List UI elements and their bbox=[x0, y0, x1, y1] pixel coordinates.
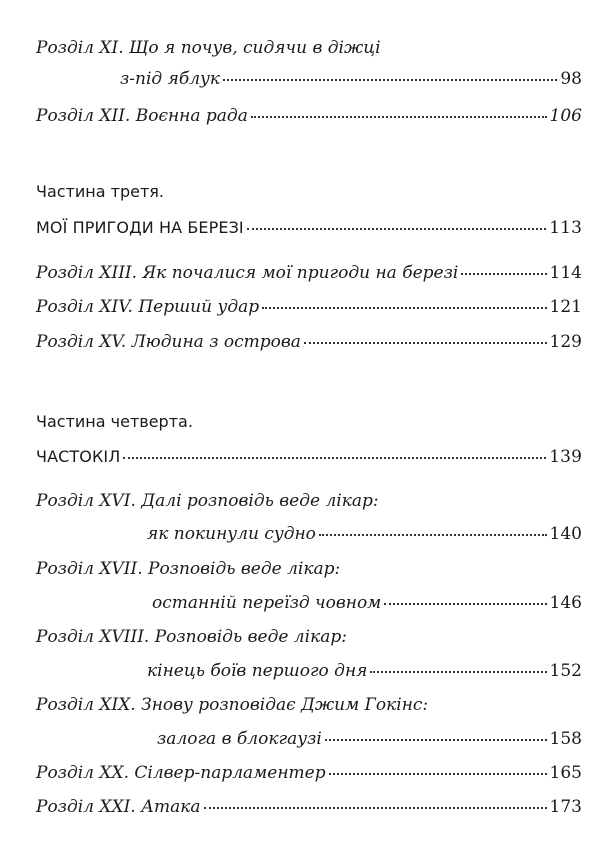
dot-leader bbox=[304, 340, 547, 344]
dot-leader bbox=[247, 226, 547, 230]
toc-ch15-page: 129 bbox=[549, 332, 582, 352]
toc-ch17-line1 bbox=[36, 558, 582, 580]
dot-leader bbox=[329, 771, 547, 775]
toc-ch19-subtitle: залога в блокгаузі bbox=[157, 729, 322, 749]
dot-leader bbox=[251, 114, 547, 118]
toc-ch11-page: 98 bbox=[560, 69, 582, 89]
toc-ch12-page: 106 bbox=[549, 106, 582, 126]
toc-part3 bbox=[36, 217, 582, 239]
toc-ch16-subtitle: як покинули судно bbox=[147, 524, 316, 544]
toc-ch12-title: Розділ XII. Воєнна рада bbox=[36, 106, 248, 126]
toc-ch18-page: 152 bbox=[549, 661, 582, 681]
toc-ch15 bbox=[36, 331, 582, 353]
dot-leader bbox=[461, 271, 546, 275]
toc-ch20-page: 165 bbox=[549, 763, 582, 783]
toc-ch18-line2 bbox=[147, 660, 582, 682]
toc-ch13-page: 114 bbox=[549, 263, 582, 283]
dot-leader bbox=[262, 305, 546, 309]
toc-ch19-line1 bbox=[36, 694, 582, 716]
dot-leader bbox=[204, 805, 547, 809]
toc-ch16-line2 bbox=[147, 523, 582, 545]
toc-ch18-title: Розділ XVIII. Розповідь веде лікар: bbox=[36, 627, 347, 647]
dot-leader bbox=[319, 532, 547, 536]
toc-ch19-title: Розділ XIX. Знову розповідає Джим Гокінс: bbox=[36, 695, 429, 715]
toc-part4-title: ЧАСТОКІЛ bbox=[36, 447, 121, 466]
toc-ch14-title: Розділ XIV. Перший удар bbox=[36, 297, 260, 317]
toc-part4 bbox=[36, 446, 582, 468]
toc-part3-page: 113 bbox=[549, 218, 582, 238]
toc-ch21 bbox=[36, 796, 582, 818]
toc-part4-page: 139 bbox=[549, 447, 582, 467]
toc-ch20-title: Розділ XX. Сілвер-парламентер bbox=[36, 763, 326, 783]
toc-ch17-title: Розділ XVII. Розповідь веде лікар: bbox=[36, 559, 341, 579]
toc-ch14 bbox=[36, 296, 582, 318]
dot-leader bbox=[325, 737, 547, 741]
toc-ch18-line1 bbox=[36, 626, 582, 648]
toc-part4-label: Частина четверта. bbox=[36, 412, 193, 431]
toc-ch19-page: 158 bbox=[549, 729, 582, 749]
toc-ch17-page: 146 bbox=[549, 593, 582, 613]
toc-ch11-subtitle: з-під яблук bbox=[120, 69, 221, 89]
toc-ch14-page: 121 bbox=[549, 297, 582, 317]
dot-leader bbox=[384, 601, 546, 605]
toc-ch19-line2 bbox=[157, 728, 582, 750]
toc-part3-title: МОЇ ПРИГОДИ НА БЕРЕЗІ bbox=[36, 218, 244, 237]
toc-ch20 bbox=[36, 762, 582, 784]
toc-ch15-title: Розділ XV. Людина з острова bbox=[36, 332, 301, 352]
toc-ch16-page: 140 bbox=[549, 524, 582, 544]
toc-ch21-title: Розділ XXI. Атака bbox=[36, 797, 201, 817]
toc-ch17-line2 bbox=[152, 592, 582, 614]
toc-ch11-line1 bbox=[36, 37, 582, 59]
toc-ch11-title: Розділ XI. Що я почув, сидячи в діжці bbox=[36, 38, 381, 58]
toc-ch13 bbox=[36, 262, 582, 284]
toc-ch21-page: 173 bbox=[549, 797, 582, 817]
dot-leader bbox=[123, 455, 546, 459]
toc-ch11-line2 bbox=[120, 68, 582, 90]
toc-ch12 bbox=[36, 105, 582, 127]
toc-ch17-subtitle: останній переїзд човном bbox=[152, 593, 382, 613]
dot-leader bbox=[223, 77, 557, 81]
dot-leader bbox=[370, 669, 546, 673]
toc-part3-label: Частина третя. bbox=[36, 182, 164, 201]
toc-ch18-subtitle: кінець боїв першого дня bbox=[147, 661, 368, 681]
toc-ch13-title: Розділ XIII. Як почалися мої пригоди на березі bbox=[36, 263, 459, 283]
toc-ch16-title: Розділ XVI. Далі розповідь веде лікар: bbox=[36, 491, 379, 511]
toc-ch16-line1 bbox=[36, 490, 582, 512]
